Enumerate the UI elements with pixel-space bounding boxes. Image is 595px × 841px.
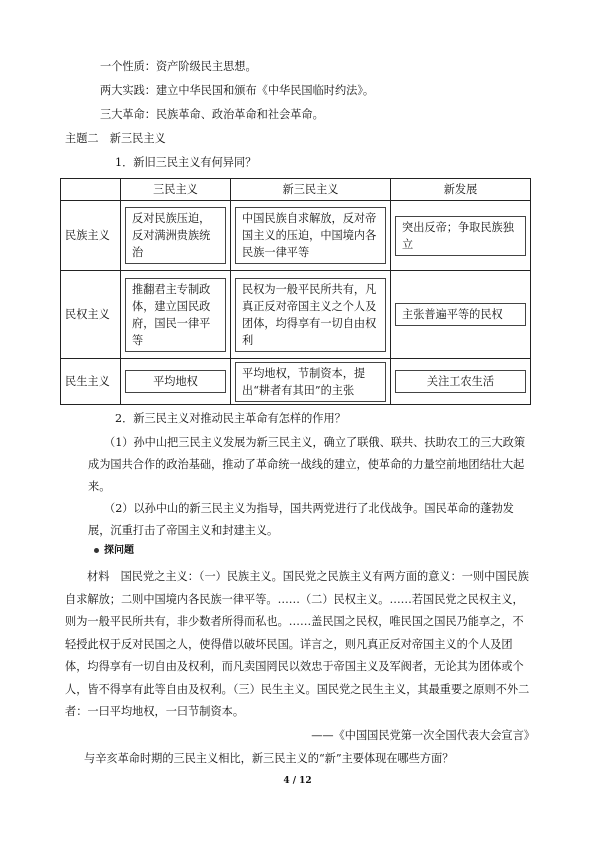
old-cell — [121, 201, 231, 271]
dev-cell — [391, 201, 531, 271]
question-1: 1．新旧三民主义有何异同？ — [115, 156, 257, 169]
theme-title: 主题二 新三民主义 — [65, 132, 166, 145]
discussion-question: 与辛亥革命时期的三民主义相比，新三民主义的“新”主要体现在哪些方面？ — [84, 752, 454, 765]
header-cell: 三民主义 — [121, 179, 231, 201]
material-paragraph: 材料 国民党之主义：（一）民族主义。国民党之民族主义有两方面的意义：一则中国民族自求解放；二则中国境内各民族一律平等。……（二）民权主义。……若国民党之民权主义，则为一般平民所共有，非少数者所得而私也。……盖民国之民权，唯民国之国民乃能享之，不轻授此权于反对民国之人，使得借以破坏民国。详言之，则凡真正反对帝国主义的个人及团体，均得享有一切自由及权利，而凡卖国罔民以效忠于帝国主义及军阀者，无论其为团体或个人，皆不得享有此等自由及权利。（三）民生主义。国民党之民生主义，其最重要之原则不外二者：一曰平均地权，一曰节制资本。 — [65, 570, 530, 718]
explore-heading — [94, 544, 134, 558]
new-cell-text: 民权为一般平民所共有，凡真正反对帝国主义之个人及团体，均得享有一切自由权利 — [235, 278, 386, 352]
header-cell — [61, 179, 121, 201]
page-number: 4 / 12 — [283, 776, 312, 786]
row-label: 民权主义 — [61, 271, 121, 359]
table-row — [61, 359, 531, 405]
answer-paragraph-1: （1）孙中山把三民主义发展为新三民主义，确立了联俄、联共、扶助农工的三大政策成为国共合作的政治基础，推动了革命统一战线的建立，使革命的力量空前地团结壮大起来。 — [88, 436, 526, 493]
table-header-row — [61, 179, 531, 201]
table-row — [61, 201, 531, 271]
intro-line-3: 三大革命：民族革命、政治革命和社会革命。 — [100, 108, 324, 121]
old-cell-text: 反对民族压迫，反对满洲贵族统治 — [125, 207, 226, 264]
row-label: 民生主义 — [61, 359, 121, 405]
dev-cell-text: 主张普遍平等的民权 — [395, 303, 526, 326]
new-cell — [231, 201, 391, 271]
dev-cell — [391, 359, 531, 405]
row-label: 民族主义 — [61, 201, 121, 271]
comparison-table — [60, 178, 531, 405]
header-cell: 新三民主义 — [231, 179, 391, 201]
dev-cell — [391, 271, 531, 359]
new-cell-text: 中国民族自求解放，反对帝国主义的压迫，中国境内各民族一律平等 — [235, 207, 386, 264]
old-cell — [121, 271, 231, 359]
new-cell-text: 平均地权，节制资本，提出“耕者有其田”的主张 — [235, 362, 386, 402]
bullet-icon — [94, 548, 99, 553]
intro-line-2: 两大实践：建立中华民国和颁布《中华民国临时约法》。 — [100, 84, 375, 97]
dev-cell-text: 关注工农生活 — [395, 370, 526, 393]
old-cell — [121, 359, 231, 405]
new-cell — [231, 271, 391, 359]
header-cell: 新发展 — [391, 179, 531, 201]
old-cell-text: 推翻君主专制政体，建立国民政府，国民一律平等 — [125, 278, 226, 352]
table-row — [61, 271, 531, 359]
explore-label: 探问题 — [104, 545, 134, 556]
intro-line-1: 一个性质：资产阶级民主思想。 — [100, 60, 257, 73]
answer-paragraph-2: （2）以孙中山的新三民主义为指导，国共两党进行了北伐战争。国民革命的蓬勃发展，沉重打击了帝国主义和封建主义。 — [88, 502, 514, 537]
dev-cell-text: 突出反帝；争取民族独立 — [395, 216, 526, 256]
new-cell — [231, 359, 391, 405]
old-cell-text: 平均地权 — [125, 370, 226, 393]
question-2: 2．新三民主义对推动民主革命有怎样的作用？ — [115, 412, 346, 425]
material-source: ——《中国国民党第一次全国代表大会宣言》 — [311, 729, 535, 742]
